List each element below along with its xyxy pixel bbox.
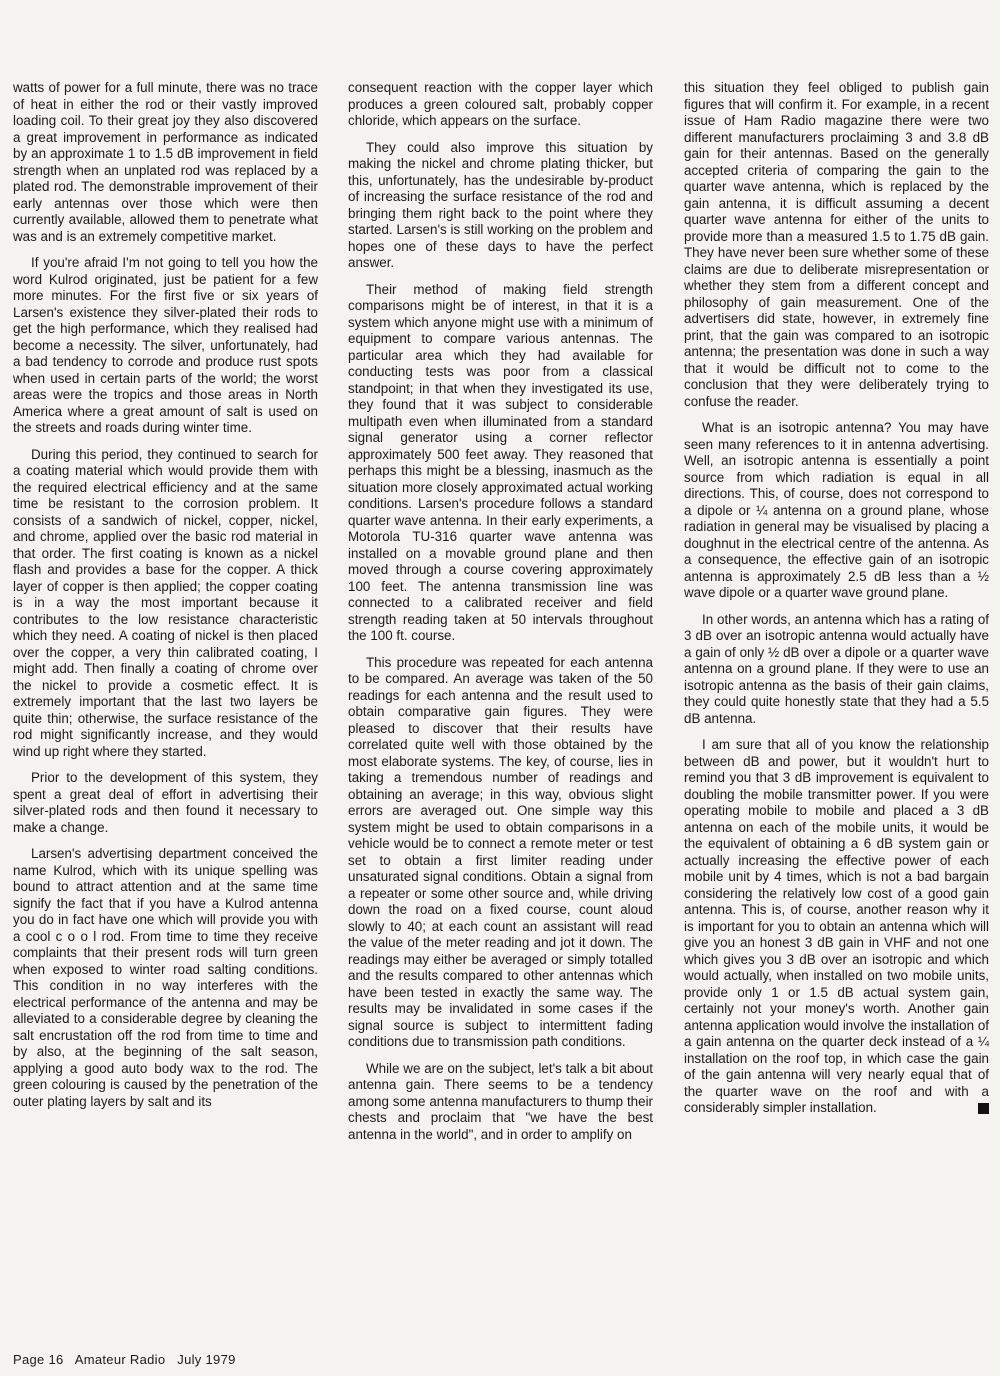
paragraph: While we are on the subject, let's talk a bit about antenna gain. There seems to be a tendency among some antenna manufacturers to thump their chests and proclaim that "we have the best antenna in the world", and in order to amplify on — [348, 1060, 653, 1142]
paragraph: In other words, an antenna which has a rating of 3 dB over an isotropic antenna would actually have a gain of only ½ dB over a dipole or a quarter wave antenna on a ground plane. If they were to use an isotropic antenna as the basis of their gain claims, they could quite honestly state that they had a 5.5 dB antenna. — [684, 611, 989, 726]
paragraph-last — [684, 737, 989, 1117]
page-number: Page 16 — [13, 1352, 64, 1367]
paragraph: Larsen's advertising department conceived the name Kulrod, which with its unique spelling was bound to attract attention and at the same time signify the fact that if you have a Kulrod antenna you do in fact have one which will provide you with a cool c o o l rod. From time to time they receive complaints that their present rods will turn green when exposed to winter road salting conditions. This condition in no way interferes with the electrical performance of the antenna and may be alleviated to a considerable degree by cleaning the salt encrustation off the rod from time to time and by also, at the beginning of the salt season, applying a good auto body wax to the rod. The green colouring is caused by the penetration of the outer plating layers by salt and its — [13, 846, 318, 1109]
paragraph-last-text: I am sure that all of you know the relationship between dB and power, but it wouldn't hurt to remind you that 3 dB improvement is equivalent to doubling the mobile transmitter power. If you were operating mobile to mobile and placed a 3 dB antenna on each of the mobile units, it would be the equivalent of obtaining a 6 dB system gain or actually increasing the effective power of each mobile unit by 4 times, which is not a bad bargain considering the relatively low cost of a good gain antenna. This is, of course, another reason why it is important for you to obtain an antenna which will give you an honest 3 dB gain in VHF and not one which gives you 3 dB over an isotropic and which would actually, when installed on two mobile units, provide only 1 or 1.5 dB actual system gain, certainly not your money's worth. Another gain antenna application would involve the installation of a gain antenna on the quarter deck instead of a ¼ installation on the roof top, in which case the gain of the gain antenna will very nearly equal that of the quarter wave on the roof and with a considerably simpler installation. — [684, 737, 989, 1115]
paragraph: This procedure was repeated for each antenna to be compared. An average was taken of the 50 readings for each antenna and the result used to obtain comparative gain figures. They were pleased to discover that their results have correlated quite well with those obtained by the most elaborate systems. The key, of course, lies in taking a tremendous number of readings and obtaining an average; in this way, obvious slight errors are averaged out. One simple way this system might be used to obtain comparisons in a vehicle would be to connect a remote meter or test set to obtain a first limiter reading under unsaturated signal conditions. Obtain a signal from a repeater or some other source and, while driving down the road on a fixed course, count aloud slowly to 40; at each count an assistant will read the value of the meter reading and jot it down. The readings may either be averaged or simply totalled and the results compared to other antennas which have been tested in exactly the same way. The results may be invalidated in some cases if the signal source is subject to intermittent fading conditions due to transmission path conditions. — [348, 654, 653, 1049]
paragraph: consequent reaction with the copper layer which produces a green coloured salt, probably copper chloride, which appears on the surface. — [348, 80, 653, 128]
paragraph: If you're afraid I'm not going to tell you how the word Kulrod originated, just be patient for a few more minutes. For the first five or six years of Larsen's existence they silver-plated their rods to get the high performance, which they realised had become a necessity. The silver, unfortunately, had a bad tendency to corrode and produce rust spots when used in certain parts of the world; the worst areas were the tropics and those areas in North America where a great amount of salt is used on the streets and roads during winter time. — [13, 255, 318, 435]
paragraph: watts of power for a full minute, there was no trace of heat in either the rod or their vastly improved loading coil. To their great joy they also discovered a great improvement in performance as indicated by an approximate 1 to 1.5 dB improvement in field strength when an unplated rod was replaced by a plated rod. The demonstrable improvement of their early antennas over those which were then currently available, allowed them to penetrate what was and is an extremely competitive market. — [13, 80, 318, 244]
paragraph: this situation they feel obliged to publish gain figures that will confirm it. For example, in a recent issue of Ham Radio magazine there were two different manufacturers proclaiming 3 and 3.8 dB gain for their antennas. Based on the generally accepted criteria of comparing the gain to the quarter wave antenna, which is replaced by the gain antenna, it is difficult assuming a decent quarter wave antenna for either of the units to provide more than a measured 1.5 to 1.75 dB gain. They have never been sure whether some of these claims are due to deliberate misrepresentation or whether they stem from a different concept and philosophy of gain measurement. One of the advertisers did state, however, in extremely fine print, that the gain was compared to an isotropic antenna; the presentation was done in such a way that it would be difficult not to come to the conclusion that they were deliberately trying to confuse the reader. — [684, 80, 989, 409]
publication-name: Amateur Radio — [74, 1352, 166, 1367]
end-of-article-square-icon — [978, 1103, 989, 1114]
issue-date: July 1979 — [177, 1352, 236, 1367]
article-column-3 — [684, 80, 989, 1127]
article-column-2 — [348, 80, 653, 1153]
paragraph: During this period, they continued to search for a coating material which would provide them with the required electrical efficiency and at the same time be resistant to the corrosion problem. It consists of a sandwich of nickel, copper, nickel, and chrome, applied over the basic rod material in that order. The first coating is known as a nickel flash and provides a base for the copper. A thick layer of copper is then applied; the copper coating is in a way the most important because it contributes to the low resistance characteristic which they need. A coating of nickel is then placed over the copper, a very thin calibrated coating, I might add. Then finally a coating of chrome over the nickel to provide a cosmetic effect. It is extremely important that the last two layers be quite thin; otherwise, the surface resistance of the rod might significantly increase, and they would wind up right where they started. — [13, 446, 318, 759]
article-column-1 — [13, 80, 318, 1120]
paragraph: They could also improve this situation by making the nickel and chrome plating thicker, but this, unfortunately, has the undesirable by-product of increasing the surface resistance of the rod and bringing them right back to the point where they started. Larsen's is still working on the problem and hopes one of these days to have the perfect answer. — [348, 139, 653, 270]
page-footer — [13, 1352, 244, 1367]
paragraph: Their method of making field strength comparisons might be of interest, in that it is a system which anyone might use with a minimum of equipment to compare various antennas. The particular area which they had available for conducting tests was poor from a classical standpoint; in that when they investigated its use, they found that it was subject to considerable multipath even when illuminated from a standard signal generator using a corner reflector approximately 500 feet away. They reasoned that perhaps this might be a blessing, inasmuch as the situation more closely approximated actual working conditions. Larsen's procedure follows a standard quarter wave antenna. In their early experiments, a Motorola TU-316 quarter wave antenna was installed on a movable ground plane and then moved through a course covering approximately 100 feet. The antenna transmission line was connected to a calibrated receiver and field strength reading taken at 50 intervals throughout the 100 ft. course. — [348, 281, 653, 643]
paragraph: Prior to the development of this system, they spent a great deal of effort in advertising their silver-plated rods and then found it necessary to make a change. — [13, 770, 318, 835]
paragraph: What is an isotropic antenna? You may have seen many references to it in antenna advertising. Well, an isotropic antenna is essentially a point source from which radiation is equal in all directions. This, of course, does not correspond to a dipole or ¼ antenna on a ground plane, whose radiation in general may be visualised by placing a doughnut in the electrical centre of the antenna. As a consequence, the effective gain of an isotropic antenna is approximately 2.5 dB less than a ½ wave dipole or a quarter wave ground plane. — [684, 420, 989, 600]
